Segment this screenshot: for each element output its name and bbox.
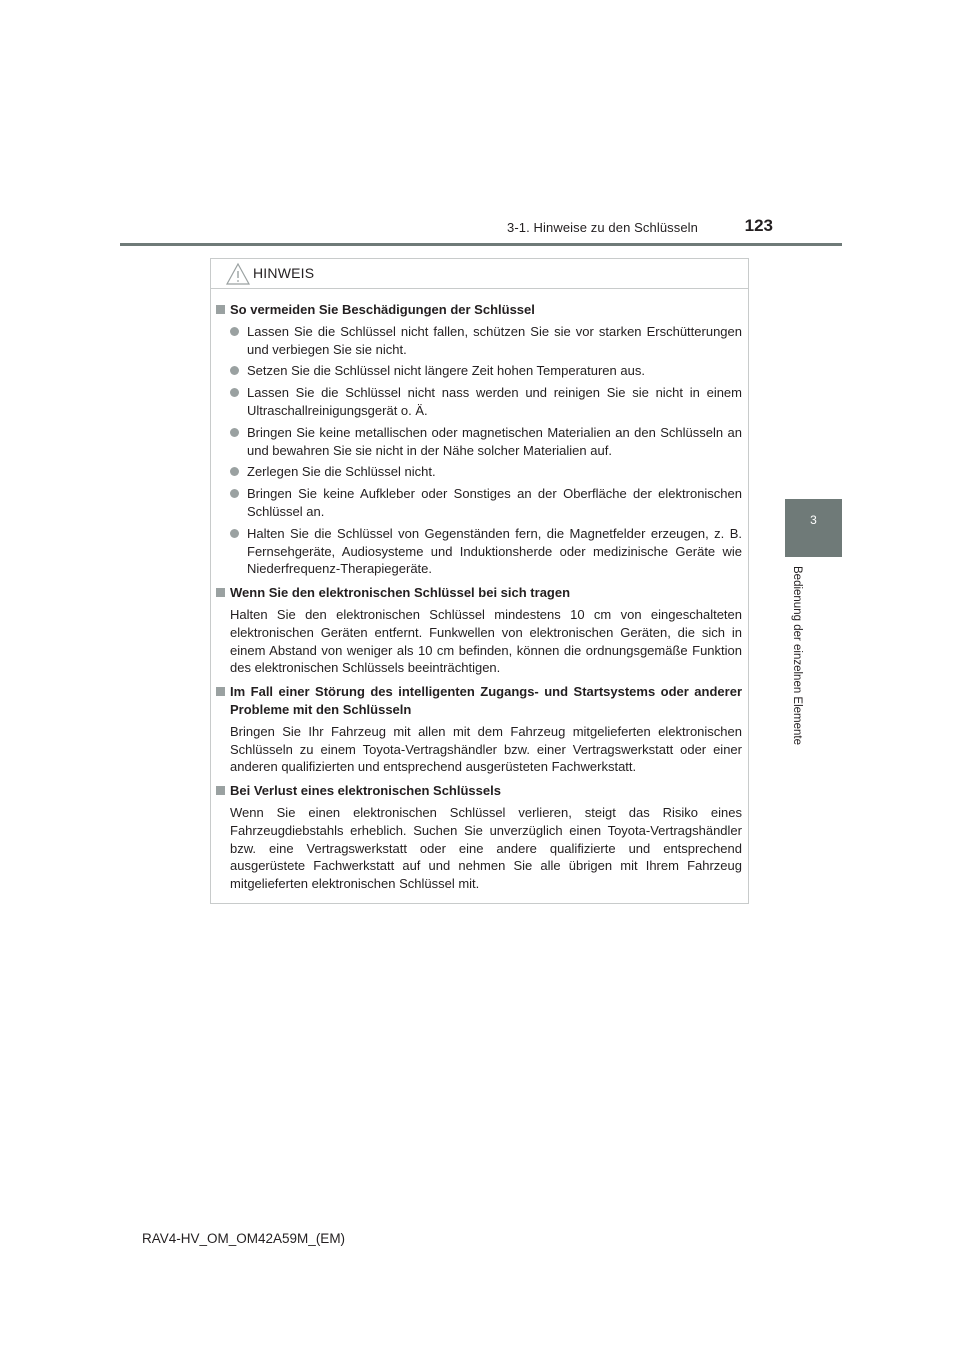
section-key-damage xyxy=(216,301,742,578)
round-bullet-icon xyxy=(230,467,239,476)
header-rule xyxy=(120,243,842,246)
round-bullet-icon xyxy=(230,388,239,397)
list-item-text: Lassen Sie die Schlüssel nicht fallen, schützen Sie sie vor starken Erschütterungen und verbiegen Sie sie nicht. xyxy=(247,323,742,357)
section-carrying-key xyxy=(216,584,742,677)
section-heading xyxy=(216,782,742,800)
notice-box xyxy=(210,258,749,904)
section-heading xyxy=(216,683,742,719)
round-bullet-icon xyxy=(230,327,239,336)
list-item-text: Bringen Sie keine Aufkleber oder Sonstiges an der Oberfläche der elektronischen Schlüssel an. xyxy=(247,486,742,519)
list-item xyxy=(216,463,742,481)
notice-header xyxy=(211,259,748,289)
warning-triangle-icon xyxy=(225,262,251,286)
footer-manual-code: RAV4-HV_OM_OM42A59M_(EM) xyxy=(142,1231,346,1246)
section-paragraph: Halten Sie den elektronischen Schlüssel mindestens 10 cm von eingeschalteten elektronischen Geräten entfernt. Funkwellen von elektronischen Geräten, die sich in einem Abstand von weniger als 10 cm befinden, können die ordnungsgemäße Funktion des elektronischen Schlüssels beeinträchtigen. xyxy=(230,606,742,676)
section-heading xyxy=(216,584,742,602)
list-item xyxy=(216,525,742,578)
round-bullet-icon xyxy=(230,529,239,538)
section-heading-text: Wenn Sie den elektronischen Schlüssel bei sich tragen xyxy=(230,585,571,601)
list-item xyxy=(216,362,742,380)
list-item-text: Halten Sie die Schlüssel von Gegenständen fern, die Magnetfelder erzeugen, z. B. Fernsehgeräte, Audiosysteme und Induktionsherde oder medizinische Geräte wie Niederfrequenz-Therapiegeräte. xyxy=(247,525,742,577)
section-paragraph: Wenn Sie einen elektronischen Schlüssel verlieren, steigt das Risiko eines Fahrzeugdiebstahls erheblich. Suchen Sie unverzüglich einen Toyota-Vertragshändler bzw. eine Vertragswerkstatt oder eine andere qualifizierte und entsprechend ausgerüstete Fachwerkstatt auf und nehmen Sie alle übrigen mit Ihrem Fahrzeug mitgelieferten elektronischen Schlüssel mit. xyxy=(230,804,742,892)
section-malfunction xyxy=(216,683,742,776)
square-bullet-icon xyxy=(216,305,225,314)
section-lost-key xyxy=(216,782,742,893)
square-bullet-icon xyxy=(216,786,225,795)
round-bullet-icon xyxy=(230,489,239,498)
chapter-tab: 3 xyxy=(785,499,842,557)
bullet-list xyxy=(216,323,742,578)
list-item xyxy=(216,424,742,460)
list-item xyxy=(216,323,742,359)
notice-title: HINWEIS xyxy=(253,265,315,281)
section-heading-text: Im Fall einer Störung des intelligenten Zugangs- und Startsystems oder anderer Probleme mit den Schlüsseln xyxy=(230,684,742,717)
list-item-text: Zerlegen Sie die Schlüssel nicht. xyxy=(247,464,436,480)
section-paragraph: Bringen Sie Ihr Fahrzeug mit allen mit dem Fahrzeug mitgelieferten elektronischen Schlüsseln zu einem Toyota-Vertragshändler bzw. einer Vertragswerkstatt oder einer anderen qualifizierten und entsprechend ausgerüsteten Fachwerkstatt. xyxy=(230,723,742,775)
section-heading-text: Bei Verlust eines elektronischen Schlüssels xyxy=(230,783,501,799)
square-bullet-icon xyxy=(216,687,225,696)
section-heading-text: So vermeiden Sie Beschädigungen der Schlüssel xyxy=(230,302,535,317)
list-item xyxy=(216,485,742,521)
section-heading xyxy=(216,301,742,319)
notice-body xyxy=(211,289,748,893)
round-bullet-icon xyxy=(230,366,239,375)
header-section-title: 3-1. Hinweise zu den Schlüsseln xyxy=(507,220,698,235)
page-number: 123 xyxy=(744,216,773,235)
list-item-text: Setzen Sie die Schlüssel nicht längere Zeit hohen Temperaturen aus. xyxy=(247,363,645,379)
list-item-text: Bringen Sie keine metallischen oder magnetischen Materialien an den Schlüsseln an und bewahren Sie sie nicht in der Nähe solcher Materialien auf. xyxy=(247,424,742,458)
chapter-label: Bedienung der einzelnen Elemente xyxy=(791,566,803,746)
round-bullet-icon xyxy=(230,428,239,437)
list-item xyxy=(216,384,742,420)
list-item-text: Lassen Sie die Schlüssel nicht nass werden und reinigen Sie sie nicht in einem Ultraschallreinigungsgerät o. Ä. xyxy=(247,385,742,418)
square-bullet-icon xyxy=(216,588,225,597)
